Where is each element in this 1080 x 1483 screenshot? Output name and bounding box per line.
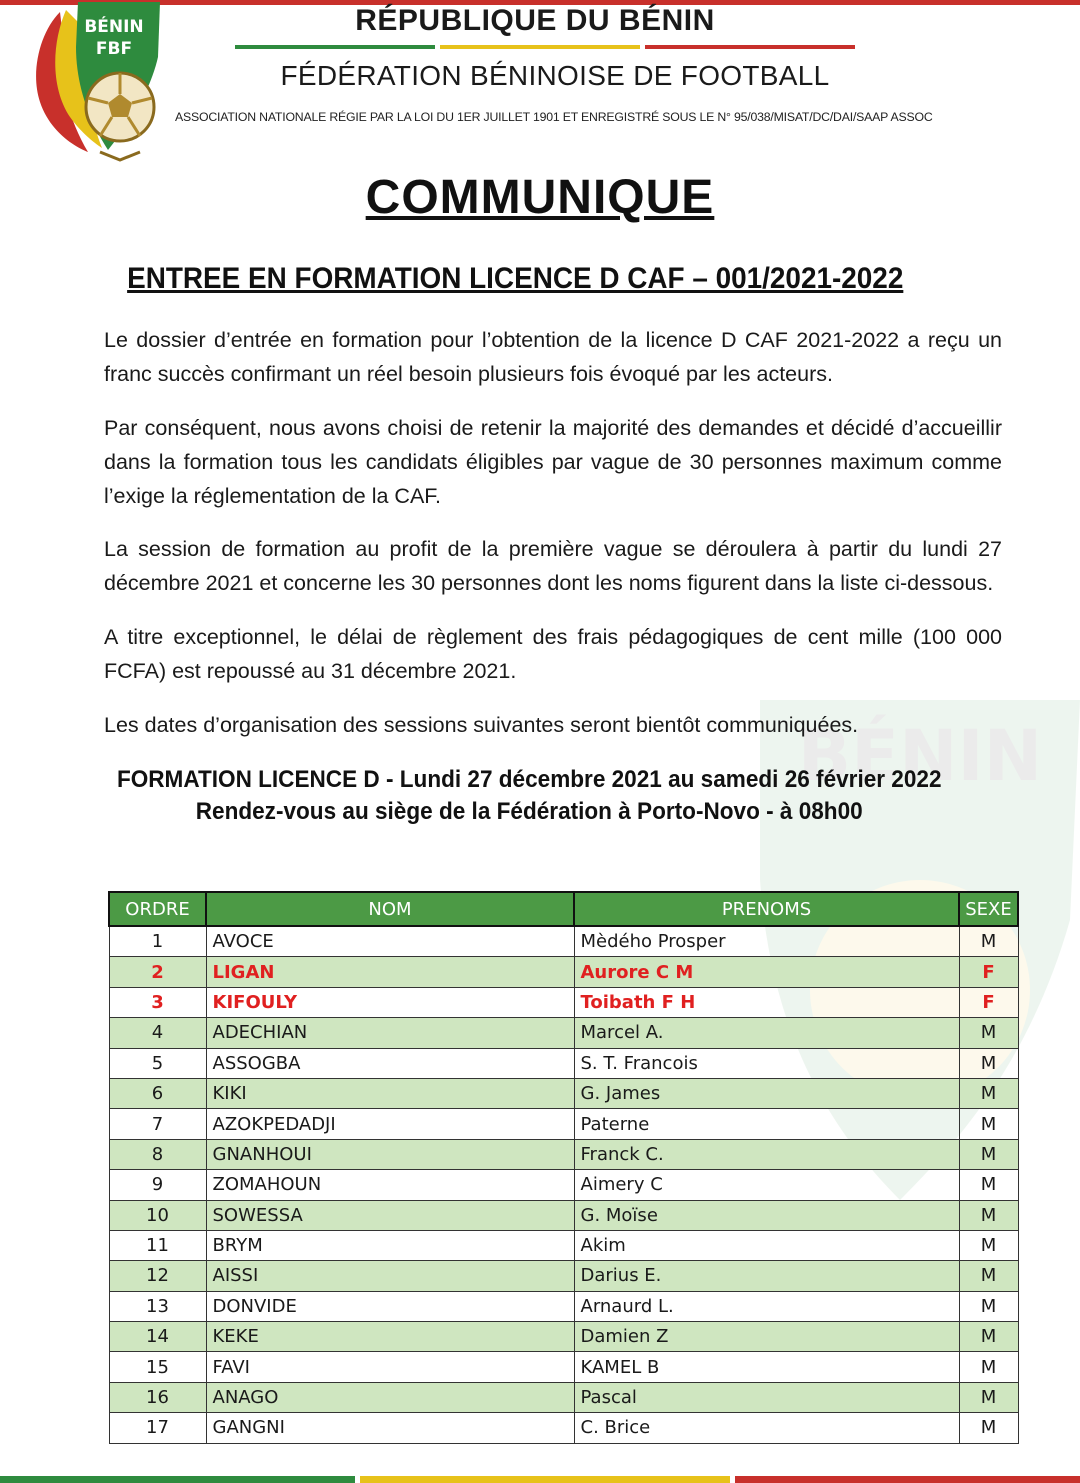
session-venue: Rendez-vous au siège de la Fédération à Porto-Novo - à 08h00 [195, 798, 863, 825]
cell-nom: AVOCE [206, 926, 574, 957]
col-header-sexe: SEXE [959, 892, 1018, 926]
cell-sexe: M [959, 1352, 1018, 1382]
table-row [109, 1230, 1018, 1260]
logo-text-top: BÉNIN [84, 17, 144, 37]
cell-prenoms: C. Brice [574, 1413, 959, 1443]
cell-ordre: 1 [109, 926, 206, 957]
cell-ordre: 13 [109, 1291, 206, 1321]
cell-prenoms: G. James [574, 1078, 959, 1108]
association-line: ASSOCIATION NATIONALE RÉGIE PAR LA LOI DU 1ER JUILLET 1901 ET ENREGISTRÉ SOUS LE N° 95/038/MISAT/DC/DAI/SAAP ASSOC [175, 110, 933, 124]
table-header-row [109, 892, 1018, 926]
cell-ordre: 10 [109, 1200, 206, 1230]
session-dates: FORMATION LICENCE D - Lundi 27 décembre 2021 au samedi 26 février 2022 [116, 766, 942, 793]
cell-nom: GANGNI [206, 1413, 574, 1443]
cell-prenoms: Toibath F H [574, 987, 959, 1017]
table-row [109, 1139, 1018, 1169]
cell-ordre: 8 [109, 1139, 206, 1169]
flag-line-green [235, 45, 435, 49]
table-row [109, 1078, 1018, 1108]
cell-ordre: 17 [109, 1413, 206, 1443]
cell-ordre: 14 [109, 1322, 206, 1352]
cell-prenoms: Franck C. [574, 1139, 959, 1169]
bottom-rule-green [0, 1476, 355, 1483]
cell-nom: ASSOGBA [206, 1048, 574, 1078]
cell-nom: KIKI [206, 1078, 574, 1108]
cell-prenoms: G. Moïse [574, 1200, 959, 1230]
cell-prenoms: S. T. Francois [574, 1048, 959, 1078]
table-row [109, 1200, 1018, 1230]
paragraph-1: Le dossier d’entrée en formation pour l’obtention de la licence D CAF 2021-2022 a reçu un franc succès confirmant un réel besoin plusieurs fois évoqué par les acteurs. [104, 328, 1002, 386]
cell-nom: LIGAN [206, 957, 574, 987]
cell-sexe: M [959, 1139, 1018, 1169]
cell-prenoms: Aurore C M [574, 957, 959, 987]
page-title: COMMUNIQUE [365, 171, 715, 224]
cell-prenoms: KAMEL B [574, 1352, 959, 1382]
cell-sexe: M [959, 1413, 1018, 1443]
cell-sexe: M [959, 1018, 1018, 1048]
cell-prenoms: Paterne [574, 1109, 959, 1139]
cell-ordre: 3 [109, 987, 206, 1017]
cell-ordre: 9 [109, 1170, 206, 1200]
col-header-prenoms: PRENOMS [574, 892, 959, 926]
bottom-rule-yellow [360, 1476, 730, 1483]
cell-sexe: M [959, 1200, 1018, 1230]
cell-nom: ANAGO [206, 1382, 574, 1412]
cell-prenoms: Marcel A. [574, 1018, 959, 1048]
cell-nom: FAVI [206, 1352, 574, 1382]
cell-ordre: 7 [109, 1109, 206, 1139]
table-row [109, 1048, 1018, 1078]
cell-nom: KEKE [206, 1322, 574, 1352]
cell-prenoms: Arnaurd L. [574, 1291, 959, 1321]
cell-sexe: M [959, 1382, 1018, 1412]
col-header-ordre: ORDRE [109, 892, 206, 926]
trainee-table [108, 891, 1019, 1444]
cell-prenoms: Akim [574, 1230, 959, 1260]
cell-ordre: 12 [109, 1261, 206, 1291]
cell-sexe: M [959, 1048, 1018, 1078]
cell-sexe: M [959, 1230, 1018, 1260]
paragraph-4: A titre exceptionnel, le délai de règlement des frais pédagogiques de cent mille (100 000 FCFA) est repoussé au 31 décembre 2021. [104, 625, 1002, 683]
cell-ordre: 4 [109, 1018, 206, 1048]
federation-title: FÉDÉRATION BÉNINOISE DE FOOTBALL [280, 60, 830, 91]
table-row [109, 1261, 1018, 1291]
cell-sexe: M [959, 1109, 1018, 1139]
cell-ordre: 11 [109, 1230, 206, 1260]
table-row [109, 987, 1018, 1017]
table-row [109, 1109, 1018, 1139]
subject-title: ENTREE EN FORMATION LICENCE D CAF – 001/2021-2022 [127, 262, 904, 295]
cell-ordre: 16 [109, 1382, 206, 1412]
cell-prenoms: Mèdého Prosper [574, 926, 959, 957]
cell-ordre: 5 [109, 1048, 206, 1078]
table-row [109, 957, 1018, 987]
table-row [109, 1291, 1018, 1321]
cell-ordre: 15 [109, 1352, 206, 1382]
cell-sexe: M [959, 926, 1018, 957]
bottom-rule-red [735, 1476, 1080, 1483]
col-header-nom: NOM [206, 892, 574, 926]
fbf-logo-icon [30, 2, 180, 162]
cell-nom: ZOMAHOUN [206, 1170, 574, 1200]
table-row [109, 1413, 1018, 1443]
cell-sexe: F [959, 987, 1018, 1017]
table-row [109, 1352, 1018, 1382]
cell-nom: DONVIDE [206, 1291, 574, 1321]
cell-nom: BRYM [206, 1230, 574, 1260]
watermark-text: BÉNIN [797, 715, 1043, 797]
flag-line-red [645, 45, 855, 49]
cell-sexe: F [959, 957, 1018, 987]
cell-nom: GNANHOUI [206, 1139, 574, 1169]
logo-text-bottom: FBF [95, 39, 133, 59]
cell-prenoms: Darius E. [574, 1261, 959, 1291]
table-row [109, 1170, 1018, 1200]
cell-nom: ADECHIAN [206, 1018, 574, 1048]
table-row [109, 1018, 1018, 1048]
republic-title: RÉPUBLIQUE DU BÉNIN [355, 4, 715, 37]
cell-nom: KIFOULY [206, 987, 574, 1017]
cell-prenoms: Aimery C [574, 1170, 959, 1200]
cell-ordre: 6 [109, 1078, 206, 1108]
cell-sexe: M [959, 1291, 1018, 1321]
cell-nom: AZOKPEDADJI [206, 1109, 574, 1139]
cell-nom: SOWESSA [206, 1200, 574, 1230]
cell-sexe: M [959, 1170, 1018, 1200]
paragraph-5: Les dates d’organisation des sessions suivantes seront bientôt communiquées. [104, 713, 859, 737]
cell-prenoms: Pascal [574, 1382, 959, 1412]
paragraph-2: Par conséquent, nous avons choisi de retenir la majorité des demandes et décidé d’accueillir dans la formation tous les candidats éligibles par vague de 30 personnes maximum comme l’exige la réglementation de la CAF. [104, 416, 1002, 508]
cell-prenoms: Damien Z [574, 1322, 959, 1352]
table-row [109, 926, 1018, 957]
paragraph-3: La session de formation au profit de la première vague se déroulera à partir du lundi 27 décembre 2021 et concerne les 30 personnes dont les noms figurent dans la liste ci-dessous. [104, 537, 1002, 595]
table-row [109, 1382, 1018, 1412]
cell-sexe: M [959, 1078, 1018, 1108]
cell-ordre: 2 [109, 957, 206, 987]
cell-nom: AISSI [206, 1261, 574, 1291]
cell-sexe: M [959, 1261, 1018, 1291]
table-row [109, 1322, 1018, 1352]
flag-line-yellow [440, 45, 640, 49]
cell-sexe: M [959, 1322, 1018, 1352]
